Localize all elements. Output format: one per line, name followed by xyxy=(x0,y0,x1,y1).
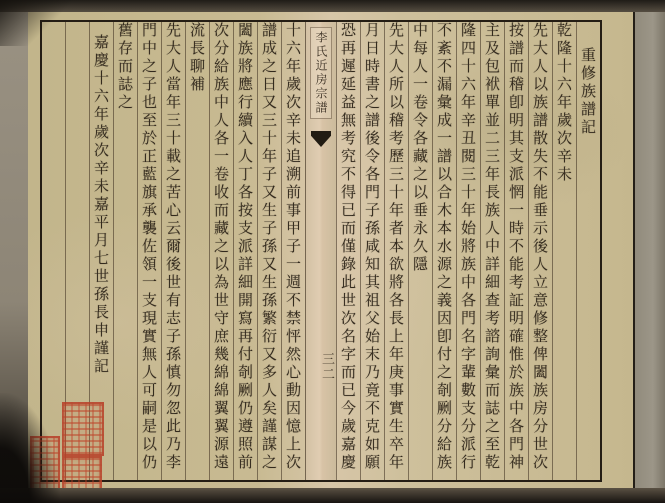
book-title: 李氏近房宗譜 xyxy=(310,27,332,119)
text-column: 月日時書之譜後令各門子孫咸知其祖父始末乃竟不克如願 xyxy=(360,22,384,480)
text-column: 先大人所以稽考歷三十年者本欲將各長上年庚事實生卒年 xyxy=(384,22,408,480)
book-edge-right xyxy=(635,0,665,503)
book-edge-top xyxy=(0,0,665,12)
text-column: 舊存而誌之 xyxy=(113,22,137,480)
book-edge-bottom xyxy=(0,488,665,503)
text-column: 不紊不漏彙成一譜以合木本水源之義因卽付之剞劂分給族 xyxy=(432,22,456,480)
text-column: 先大人以族譜散失不能垂示後人立意修整俾闔族房分世次 xyxy=(528,22,552,480)
paper-page xyxy=(28,12,636,491)
fishtail-mark-icon xyxy=(311,131,331,147)
text-frame xyxy=(40,20,602,482)
text-column: 按譜而稽卽明其支派惘一時不能考証明確惟於族中各門神 xyxy=(504,22,528,480)
text-column: 先大人當年三十載之苦心云爾後世有志子孫慎勿忽此乃李 xyxy=(161,22,185,480)
text-column: 譜成之日又三十年子又生子孫又生孫繁衍又多人矣謹謀之 xyxy=(257,22,281,480)
center-fold xyxy=(305,22,336,480)
text-column: 門中之子也至於正藍旗承襲佐領一支現實無人可嗣是以仍 xyxy=(137,22,161,480)
shadow-corner-top-left xyxy=(0,0,90,46)
text-column: 中每人一卷令各藏之以垂永久隱 xyxy=(408,22,432,480)
text-column: 隆四十六年辛丑閱三十年始將族中各門名字輩數支分派行 xyxy=(456,22,480,480)
text-column: 主及包袱單並二三年長族人中詳細查考諮詢彙而誌之至乾 xyxy=(480,22,504,480)
shadow-corner-bottom-left xyxy=(0,393,60,503)
text-column: 乾隆十六年歲次辛未 xyxy=(552,22,576,480)
text-column: 重修族譜記 xyxy=(576,22,600,480)
signature-column: 嘉慶十六年歲次辛未嘉平月七世孫長申謹記 xyxy=(89,22,113,480)
text-column: 次分給族中人各一卷收而藏之以為世守庶幾綿綿翼翼源遠 xyxy=(209,22,233,480)
red-seal-icon xyxy=(62,402,104,456)
text-column: 流長聊補 xyxy=(185,22,209,480)
page-number: 三二 xyxy=(319,352,334,382)
text-column: 闔族將應行續入人丁各按支派詳細開寫再付剞劂仍遵照前 xyxy=(233,22,257,480)
text-column: 十六年歲次辛未追溯前事甲子一週不禁怦然心動因憶上次 xyxy=(281,22,305,480)
text-column: 恐再遲延益無考究不得已而僅錄此世次名字而已今歲嘉慶 xyxy=(336,22,360,480)
